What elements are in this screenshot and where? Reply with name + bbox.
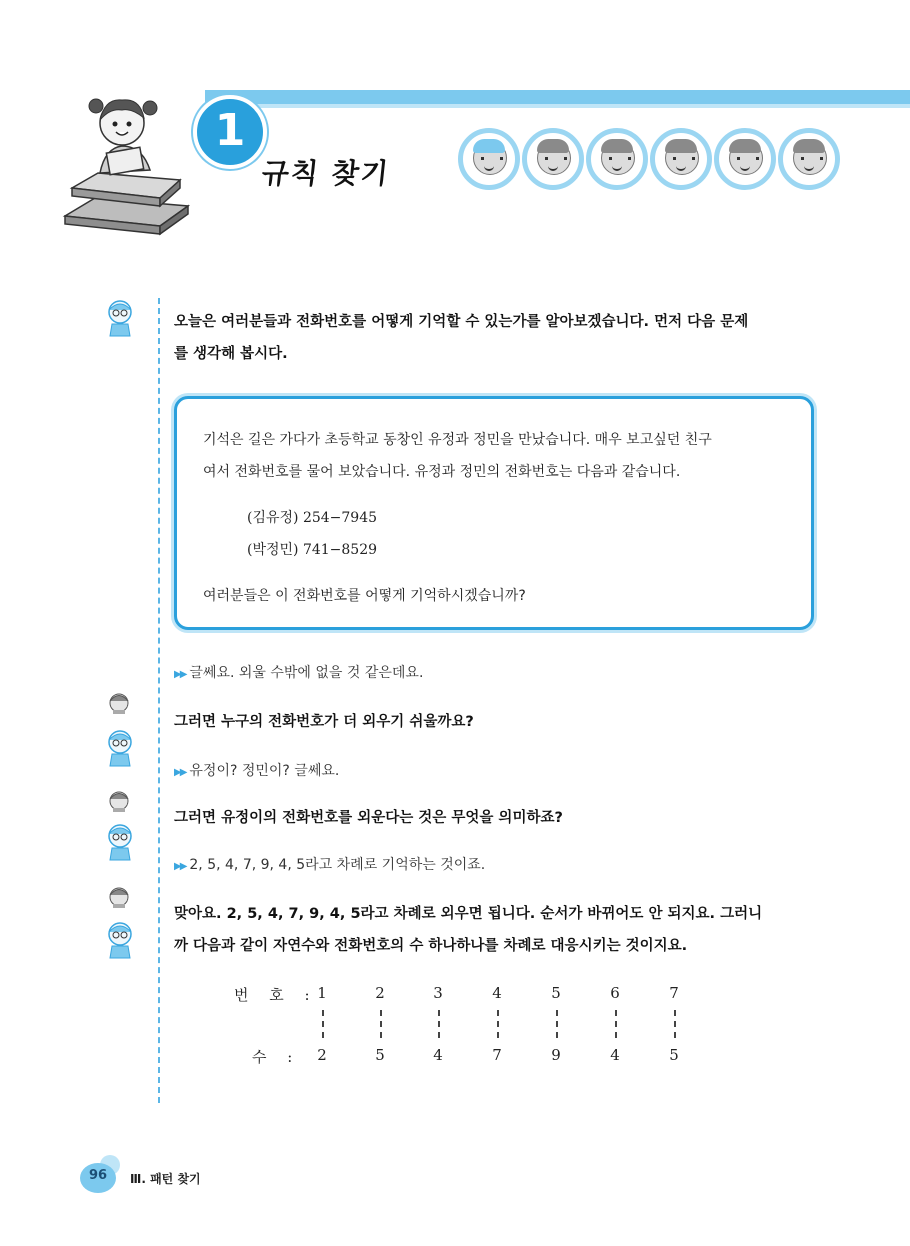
boy-face-icon [522,128,584,190]
mapping-bottom-number: 4 [433,1046,443,1064]
teacher-icon [104,822,138,862]
double-arrow-icon: ▶▶ [174,767,186,778]
double-arrow-icon: ▶▶ [174,669,186,680]
mapping-table [0,980,910,1080]
girl-face-icon [778,128,840,190]
student-reply-1: ▶▶ 글쎄요. 외울 수밖에 없을 것 같은데요. [174,665,424,681]
mapping-top-number: 5 [551,984,561,1002]
mapping-bottom-number: 5 [375,1046,385,1064]
mapping-top-number: 6 [610,984,620,1002]
mapping-bottom-number: 5 [669,1046,679,1064]
problem-line-2: 여서 전화번호를 물어 보았습니다. 유정과 정민의 전화번호는 다음과 같습니다. [203,464,681,480]
teacher-line-3b: 까 다음과 같이 자연수와 전화번호의 수 하나하나를 차례로 대응시키는 것이지요. [174,938,688,954]
mapping-connector [556,1010,558,1038]
character-faces-row [458,128,838,188]
intro-line-2: 를 생각해 봅시다. [174,346,288,362]
mapping-connector [497,1010,499,1038]
teacher-icon [104,728,138,768]
chapter-title: 규칙 찾기 [260,157,392,190]
mapping-bottom-number: 9 [551,1046,561,1064]
phone-jeongmin: (박정민) 741−8529 [247,542,378,558]
mapping-top-label: 번 호 : [234,986,318,1004]
footer-section-title: Ⅲ. 패턴 찾기 [130,1172,201,1186]
teacher-line-1: 그러면 누구의 전화번호가 더 외우기 쉬울까요? [174,714,474,730]
student-icon [106,884,132,908]
mapping-top-number: 4 [492,984,502,1002]
mapping-top-number: 7 [669,984,679,1002]
header-bar-shadow [215,104,910,108]
phone-yujeong: (김유정) 254−7945 [247,510,378,526]
boy-face-icon [714,128,776,190]
intro-line-1: 오늘은 여러분들과 전화번호를 어떻게 기억할 수 있는가를 알아보겠습니다. 먼저 다음 문제 [174,314,749,330]
girl-face-icon [586,128,648,190]
mapping-top-number: 1 [317,984,327,1002]
girl-reading-illustration [60,88,195,238]
double-arrow-icon: ▶▶ [174,861,186,872]
page-number: 96 [88,1168,108,1183]
girl-face-icon [650,128,712,190]
mapping-bottom-number: 4 [610,1046,620,1064]
mapping-connector [380,1010,382,1038]
mapping-bottom-label: 수 : [252,1048,301,1066]
teacher-line-3a: 맞아요. 2, 5, 4, 7, 9, 4, 5라고 차례로 외우면 됩니다. 순서가 바뀌어도 안 되지요. 그러니 [174,906,763,922]
student-icon [106,788,132,812]
mapping-top-number: 3 [433,984,443,1002]
header-bar [205,90,910,104]
student-reply-2: ▶▶ 유정이? 정민이? 글쎄요. [174,763,340,779]
mapping-bottom-number: 2 [317,1046,327,1064]
mapping-connector [615,1010,617,1038]
student-reply-3: ▶▶ 2, 5, 4, 7, 9, 4, 5라고 차례로 기억하는 것이죠. [174,857,486,873]
chapter-number-badge: 1 [193,95,267,169]
problem-line-1: 기석은 길은 가다가 초등학교 동창인 유정과 정민을 만났습니다. 매우 보고싶던 친구 [203,432,712,448]
mapping-connector [322,1010,324,1038]
teacher-face-icon [458,128,520,190]
problem-box [174,396,814,630]
mapping-bottom-number: 7 [492,1046,502,1064]
teacher-icon [104,298,138,338]
student-icon [106,690,132,714]
teacher-icon [104,920,138,960]
mapping-connector [438,1010,440,1038]
mapping-connector [674,1010,676,1038]
mapping-top-number: 2 [375,984,385,1002]
problem-question: 여러분들은 이 전화번호를 어떻게 기억하시겠습니까? [203,588,526,604]
teacher-line-2: 그러면 유정이의 전화번호를 외운다는 것은 무엇을 의미하죠? [174,810,563,826]
